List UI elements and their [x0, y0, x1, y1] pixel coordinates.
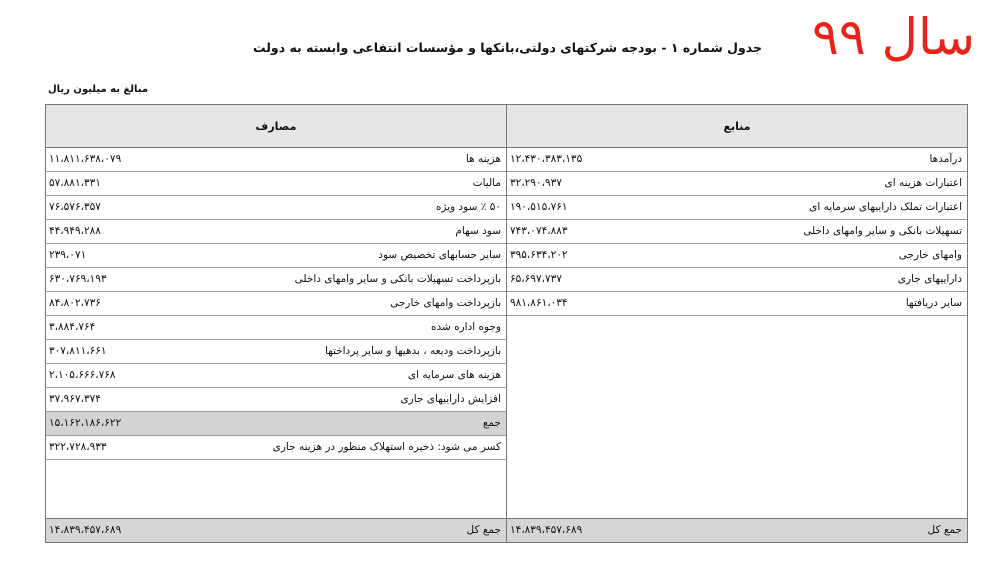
expense-label: هزینه های سرمایه ای: [407, 369, 501, 381]
resource-row: [507, 196, 967, 220]
resource-value: ۳۹۵،۶۳۴،۲۰۲: [510, 249, 568, 261]
resource-label: تسهیلات بانکی و سایر وامهای داخلی: [803, 225, 962, 237]
resource-label: اعتبارات تملک داراییهای سرمایه ای: [809, 201, 962, 213]
expense-label: وجوه اداره شده: [430, 321, 501, 333]
expense-value: ۸۴،۸۰۲،۷۳۶: [49, 297, 101, 309]
resource-label: داراییهای جاری: [897, 273, 962, 285]
resources-column-header: منابع: [507, 105, 967, 148]
expenses-sum-label: جمع: [482, 417, 501, 429]
unit-note: مبالغ به میلیون ریال: [48, 84, 149, 95]
resource-value: ۹۸۱،۸۶۱،۰۳۴: [510, 297, 568, 309]
expenses-sum-value: ۱۵،۱۶۲،۱۸۶،۶۲۲: [49, 417, 122, 429]
resource-label: وامهای خارجی: [898, 249, 962, 261]
expense-row: [46, 172, 506, 196]
grand-total-resources-value: ۱۴،۸۳۹،۴۵۷،۶۸۹: [510, 524, 583, 536]
deduction-label: کسر می شود: ذخیره استهلاک منظور در هزینه جاری: [272, 441, 501, 453]
expense-row: [46, 388, 506, 412]
expense-row: [46, 316, 506, 340]
expense-label: سایر حسابهای تخصیص سود: [378, 249, 501, 261]
resource-row: [507, 148, 967, 172]
deduction-row: [46, 436, 506, 460]
document-title: جدول شماره ۱ - بودجه شرکتهای دولتی،بانکها و مؤسسات انتفاعی وابسته به دولت: [253, 40, 762, 55]
resource-row: [507, 292, 967, 316]
resource-row: [507, 220, 967, 244]
resource-row: [507, 244, 967, 268]
expense-row: [46, 340, 506, 364]
resource-value: ۱۲،۴۳۰،۳۸۳،۱۳۵: [510, 153, 583, 165]
handwritten-year-note: سال ۹۹: [812, 8, 976, 66]
resource-value: ۱۹۰،۵۱۵،۷۶۱: [510, 201, 568, 213]
expense-row: [46, 148, 506, 172]
expense-label: بازپرداخت وامهای خارجی: [390, 297, 501, 309]
expense-row: [46, 292, 506, 316]
resource-row: [507, 172, 967, 196]
resource-value: ۳۲،۲۹۰،۹۳۷: [510, 177, 562, 189]
expense-value: ۳۷،۹۶۷،۳۷۴: [49, 393, 101, 405]
expense-value: ۵۷،۸۸۱،۳۳۱: [49, 177, 101, 189]
expense-row: [46, 220, 506, 244]
expense-label: بازپرداخت تسهیلات بانکی و سایر وامهای داخلی: [294, 273, 501, 285]
resource-row: [507, 268, 967, 292]
grand-total-expenses: [46, 518, 506, 542]
expense-value: ۱۱،۸۱۱،۶۳۸،۰۷۹: [49, 153, 122, 165]
expense-label: بازپرداخت ودیعه ، بدهیها و سایر پرداختها: [324, 345, 501, 357]
grand-total-resources: [507, 518, 967, 542]
expense-row: [46, 268, 506, 292]
grand-total-resources-label: جمع کل: [927, 524, 962, 536]
grand-total-expenses-label: جمع کل: [466, 524, 501, 536]
expense-label: هزینه ها: [465, 153, 501, 165]
expenses-column-header: مصارف: [46, 105, 506, 148]
resource-label: اعتبارات هزینه ای: [884, 177, 962, 189]
expense-value: ۲۳۹،۰۷۱: [49, 249, 87, 261]
expense-value: ۴۴،۹۴۹،۲۸۸: [49, 225, 101, 237]
expense-label: افزایش داراییهای جاری: [400, 393, 501, 405]
expense-row: [46, 244, 506, 268]
expense-value: ۲،۱۰۵،۶۶۶،۷۶۸: [49, 369, 116, 381]
deduction-value: ۳۲۲،۷۲۸،۹۳۳: [49, 441, 107, 453]
expense-row: [46, 196, 506, 220]
resource-label: سایر دریافتها: [905, 297, 962, 309]
resource-value: ۷۴۳،۰۷۴،۸۸۳: [510, 225, 568, 237]
expense-value: ۷۶،۵۷۶،۳۵۷: [49, 201, 101, 213]
resource-value: ۶۵،۶۹۷،۷۳۷: [510, 273, 562, 285]
expense-value: ۳،۸۸۴،۷۶۴: [49, 321, 96, 333]
expense-label: مالیات: [472, 177, 501, 189]
expense-value: ۳۰۷،۸۱۱،۶۶۱: [49, 345, 107, 357]
budget-table: [45, 104, 968, 543]
grand-total-expenses-value: ۱۴،۸۳۹،۴۵۷،۶۸۹: [49, 524, 122, 536]
expense-label: سود سهام: [455, 225, 501, 237]
expense-value: ۶۳۰،۷۶۹،۱۹۳: [49, 273, 107, 285]
resource-label: درآمدها: [929, 153, 962, 165]
expense-row: [46, 364, 506, 388]
expenses-sum-row: [46, 412, 506, 436]
expense-label: ۵۰ ٪ سود ویژه: [435, 201, 501, 213]
